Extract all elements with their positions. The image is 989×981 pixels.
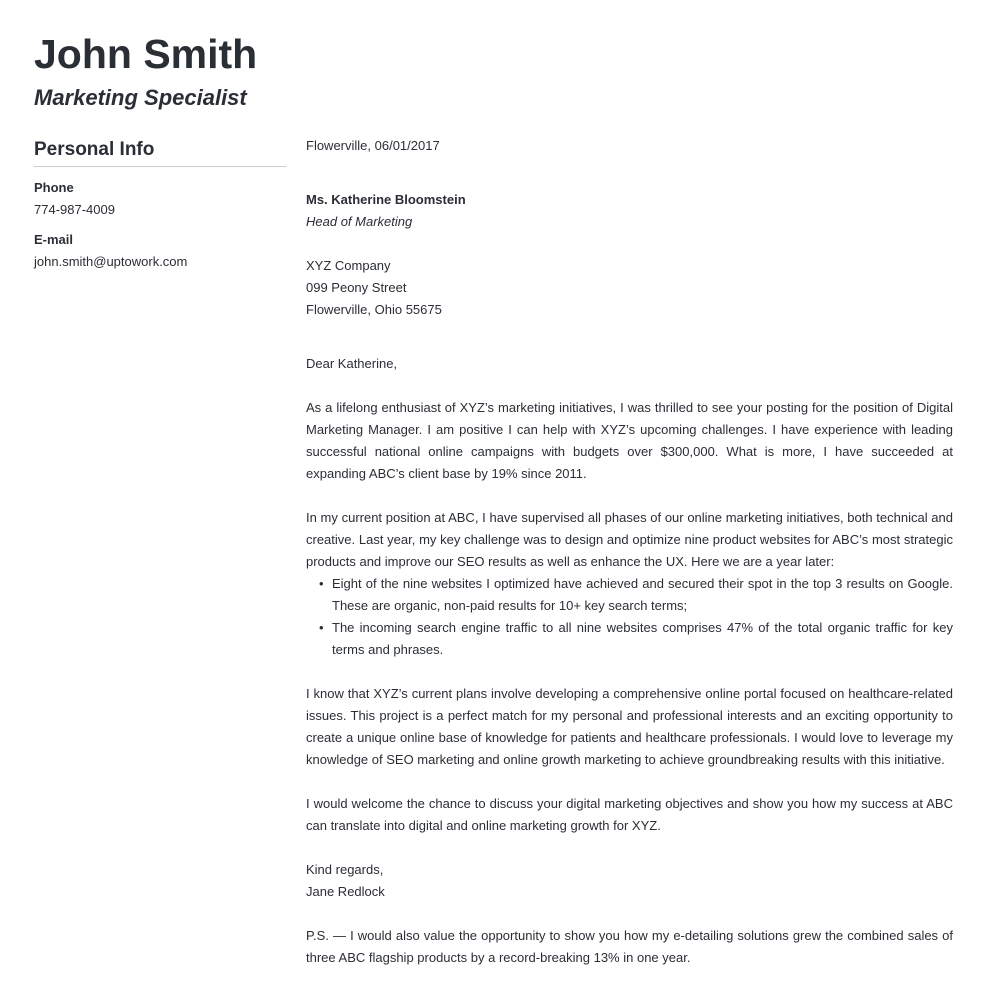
signature-name: Jane Redlock [306,884,385,899]
paragraph-motivation: I know that XYZ’s current plans involve developing a comprehensive online portal focused on healthcare-related issues. This project is a perfect match for my personal and professional interests and an exciting opportunity to create a unique online base of knowledge for patients and healthcare professionals. I would love to leverage my knowledge of SEO marketing and online growth marketing to achieve groundbreaking results with this initiative. [306,686,953,767]
applicant-job-title: Marketing Specialist [34,85,247,110]
recipient-title: Head of Marketing [306,214,413,229]
achievements-list [306,573,953,661]
recipient-name: Ms. Katherine Bloomstein [306,192,466,207]
recipient-street: 099 Peony Street [306,280,407,295]
list-item-text: Eight of the nine websites I optimized have achieved and secured their spot in the top 3 results on Google. These are organic, non-paid results for 10+ key search terms; [332,576,953,613]
personal-info-heading: Personal Info [34,138,286,167]
paragraph-intro: As a lifelong enthusiast of XYZ’s marketing initiatives, I was thrilled to see your posting for the position of Digital Marketing Manager. I am positive I can help with XYZ’s upcoming challenges. I have experience with leading successful national online campaigns with budgets over $300,000. What is more, I have succeeded at expanding ABC’s client base by 19% since 2011. [306,400,953,481]
phone-label: Phone [34,180,74,195]
list-item-text: The incoming search engine traffic to all nine websites comprises 47% of the total organic traffic for key terms and phrases. [332,620,953,657]
recipient-city: Flowerville, Ohio 55675 [306,302,442,317]
paragraph-closing: I would welcome the chance to discuss your digital marketing objectives and show you how my success at ABC can translate into digital and online marketing growth for XYZ. [306,796,953,833]
postscript: P.S. — I would also value the opportunity to show you how my e-detailing solutions grew the combined sales of three ABC flagship products by a record-breaking 13% in one year. [306,928,953,965]
closing-phrase: Kind regards, [306,862,384,877]
email-value: john.smith@uptowork.com [34,254,188,269]
salutation: Dear Katherine, [306,356,398,371]
phone-value: 774-987-4009 [34,202,115,217]
bullet-icon: • [319,576,324,591]
email-label: E-mail [34,232,74,247]
list-item [306,573,953,617]
applicant-name: John Smith [34,31,258,77]
date-line: Flowerville, 06/01/2017 [306,138,440,153]
recipient-company: XYZ Company [306,258,391,273]
personal-info-sidebar [34,138,286,269]
list-item [306,617,953,661]
bullet-icon: • [319,620,324,635]
letter-body [306,135,953,969]
paragraph-experience: In my current position at ABC, I have supervised all phases of our online marketing initiatives, both technical and creative. Last year, my key challenge was to design and optimize nine product websites for ABC’s most strategic products and improve our SEO results as well as enhance the UX. Here we are a year later: [306,510,953,569]
